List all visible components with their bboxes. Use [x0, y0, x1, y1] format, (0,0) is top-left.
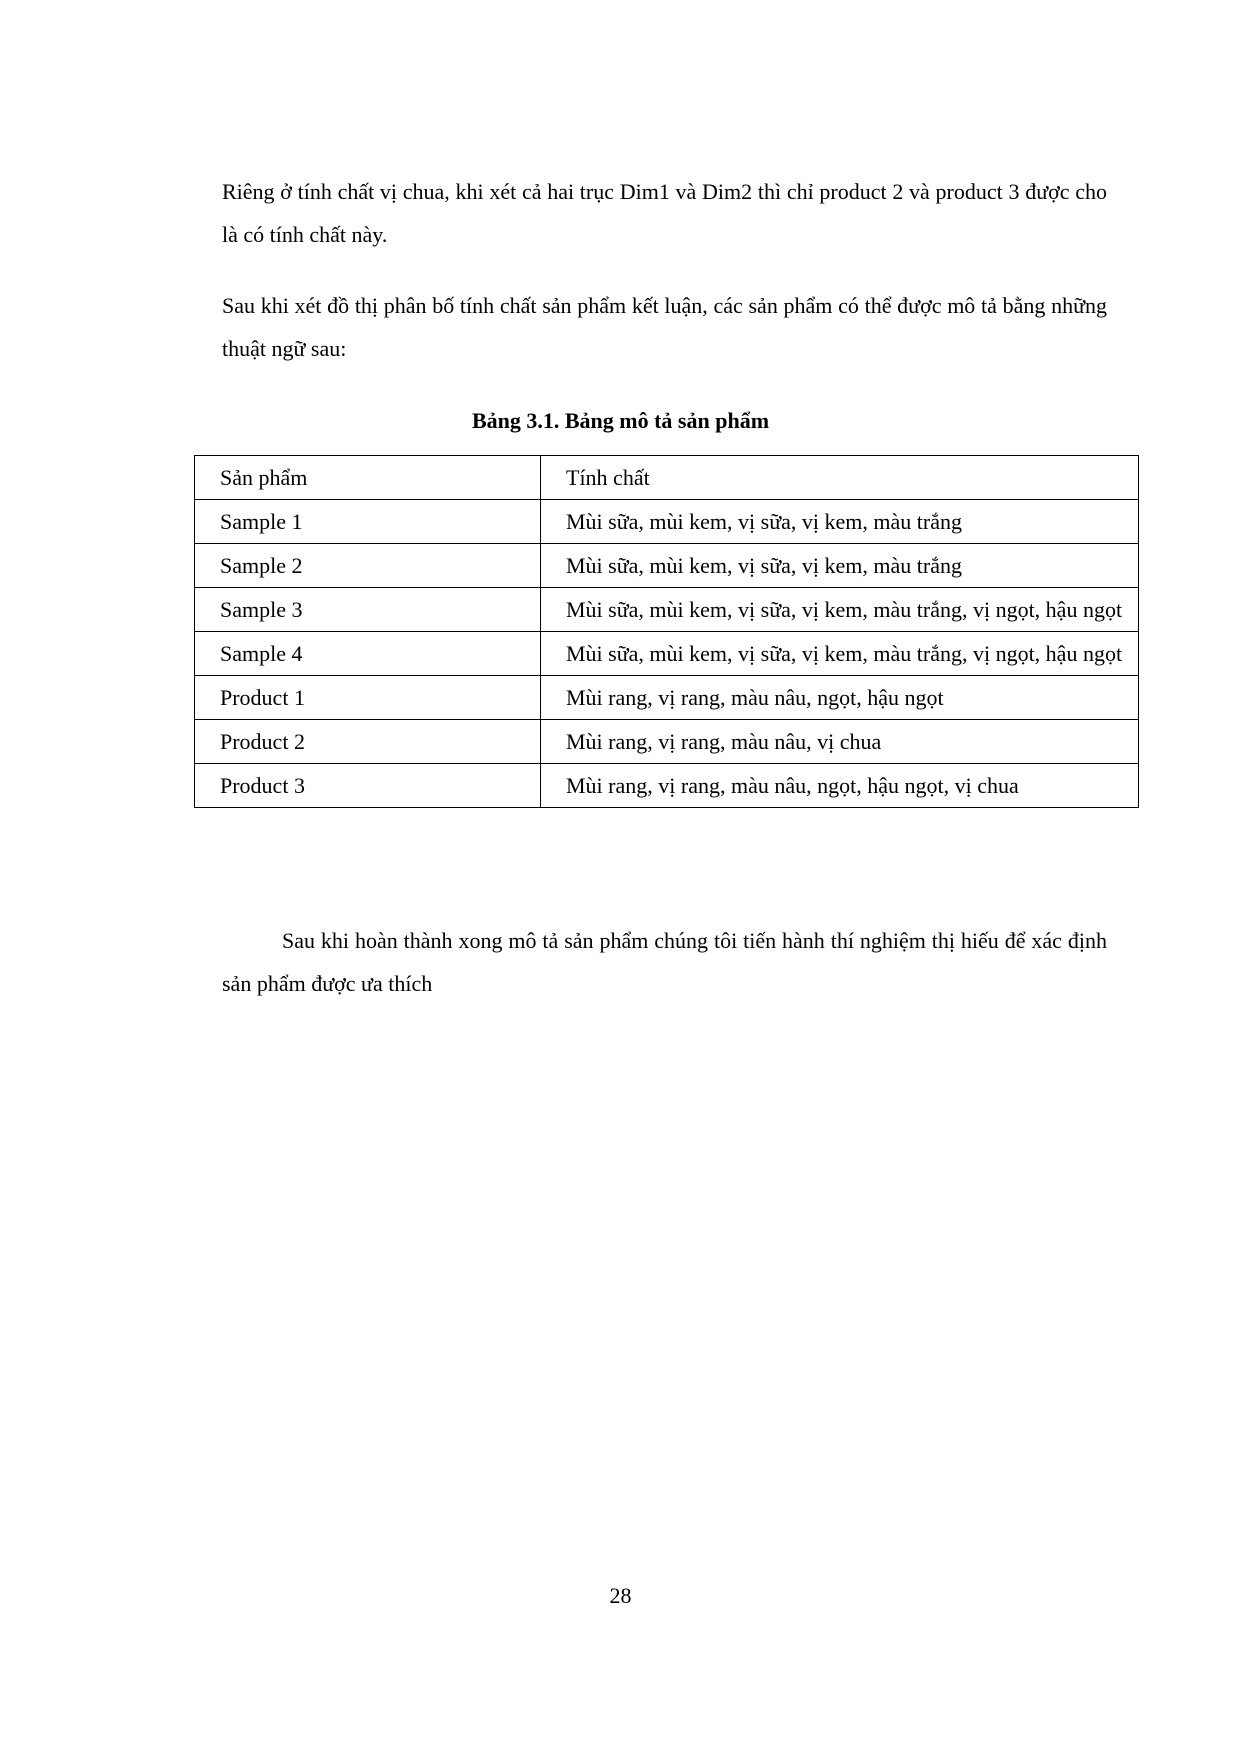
- table-row: [195, 500, 1139, 544]
- attributes-cell: Mùi sữa, mùi kem, vị sữa, vị kem, màu trắng: [541, 544, 1139, 588]
- paragraph-next-step: Sau khi hoàn thành xong mô tả sản phẩm chúng tôi tiến hành thí nghiệm thị hiếu để xác định sản phẩm được ưa thích: [222, 928, 1107, 996]
- header-attributes: Tính chất: [541, 456, 1139, 500]
- page-number: 28: [609, 1583, 632, 1608]
- table-row: [195, 764, 1139, 808]
- attributes-cell: Mùi rang, vị rang, màu nâu, ngọt, hậu ngọt, vị chua: [541, 764, 1139, 808]
- product-name-cell: Sample 4: [195, 632, 541, 676]
- paragraph-conclusion: Sau khi xét đồ thị phân bố tính chất sản phẩm kết luận, các sản phẩm có thể được mô tả bằng những thuật ngữ sau:: [222, 293, 1107, 361]
- attributes-cell: Mùi sữa, mùi kem, vị sữa, vị kem, màu trắng, vị ngọt, hậu ngọt: [541, 632, 1139, 676]
- table-caption: Bảng 3.1. Bảng mô tả sản phẩm: [471, 408, 770, 433]
- product-name-cell: Sample 2: [195, 544, 541, 588]
- attributes-cell: Mùi rang, vị rang, màu nâu, ngọt, hậu ngọt: [541, 676, 1139, 720]
- table-row: [195, 588, 1139, 632]
- attributes-cell: Mùi sữa, mùi kem, vị sữa, vị kem, màu trắng, vị ngọt, hậu ngọt: [541, 588, 1139, 632]
- table-row: [195, 544, 1139, 588]
- product-name-cell: Product 3: [195, 764, 541, 808]
- product-name-cell: Sample 1: [195, 500, 541, 544]
- paragraph-sour-taste: Riêng ở tính chất vị chua, khi xét cả hai trục Dim1 và Dim2 thì chỉ product 2 và product 3 được cho là có tính chất này.: [222, 179, 1107, 247]
- product-description-table: [194, 455, 1139, 808]
- product-name-cell: Product 1: [195, 676, 541, 720]
- table-row: [195, 676, 1139, 720]
- attributes-cell: Mùi rang, vị rang, màu nâu, vị chua: [541, 720, 1139, 764]
- table-row: [195, 632, 1139, 676]
- attributes-cell: Mùi sữa, mùi kem, vị sữa, vị kem, màu trắng: [541, 500, 1139, 544]
- table-row: [195, 720, 1139, 764]
- header-product: Sản phẩm: [195, 456, 541, 500]
- table-header-row: [195, 456, 1139, 500]
- product-name-cell: Sample 3: [195, 588, 541, 632]
- product-name-cell: Product 2: [195, 720, 541, 764]
